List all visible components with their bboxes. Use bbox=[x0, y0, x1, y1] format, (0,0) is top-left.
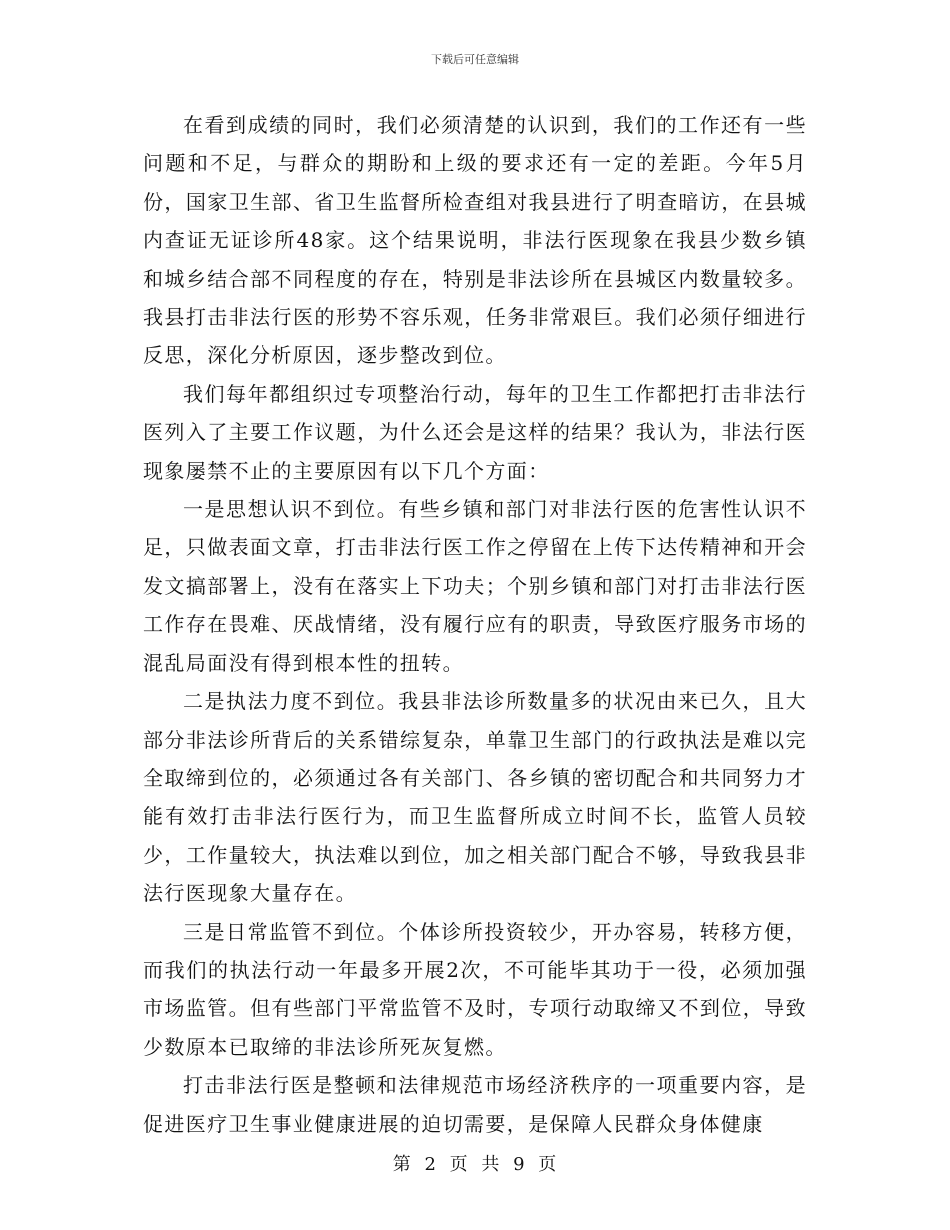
page-number: 第 2 页 共 9 页 bbox=[392, 1154, 558, 1175]
page-header-note: 下载后可任意编辑 bbox=[431, 53, 519, 66]
paragraph-6: 打击非法行医是整顿和法律规范市场经济秩序的一项重要内容，是促进医疗卫生事业健康进展的迫切需要，是保障人民群众身体健康 bbox=[143, 1073, 807, 1136]
paragraph-3: 一是思想认识不到位。有些乡镇和部门对非法行医的危害性认识不足，只做表面文章，打击非法行医工作之停留在上传下达传精神和开会发文搞部署上，没有在落实上下功夫；个别乡镇和部门对打击非法行医工作存在畏难、厌战情绪，没有履行应有的职责，导致医疗服务市场的混乱局面没有得到根本性的扭转。 bbox=[143, 497, 807, 675]
paragraph-5: 三是日常监管不到位。个体诊所投资较少，开办容易，转移方便，而我们的执法行动一年最多开展2次，不可能毕其功于一役，必须加强市场监管。但有些部门平常监管不及时，专项行动取缔又不到位，导致少数原本已取缔的非法诊所死灰复燃。 bbox=[143, 919, 807, 1059]
paragraph-2: 我们每年都组织过专项整治行动，每年的卫生工作都把打击非法行医列入了主要工作议题，为什么还会是这样的结果？我认为，非法行医现象屡禁不止的主要原因有以下几个方面： bbox=[143, 381, 807, 483]
paragraph-4: 二是执法力度不到位。我县非法诊所数量多的状况由来已久，且大部分非法诊所背后的关系错综复杂，单靠卫生部门的行政执法是难以完全取缔到位的，必须通过各有关部门、各乡镇的密切配合和共同努力才能有效打击非法行医行为，而卫生监督所成立时间不长，监管人员较少，工作量较大，执法难以到位，加之相关部门配合不够，导致我县非法行医现象大量存在。 bbox=[143, 689, 807, 906]
document-body bbox=[143, 106, 807, 1143]
paragraph-1: 在看到成绩的同时，我们必须清楚的认识到，我们的工作还有一些问题和不足，与群众的期盼和上级的要求还有一定的差距。今年5月份，国家卫生部、省卫生监督所检查组对我县进行了明查暗访，在县城内查证无证诊所48家。这个结果说明，非法行医现象在我县少数乡镇和城乡结合部不同程度的存在，特别是非法诊所在县城区内数量较多。我县打击非法行医的形势不容乐观，任务非常艰巨。我们必须仔细进行反思，深化分析原因，逐步整改到位。 bbox=[143, 113, 807, 368]
